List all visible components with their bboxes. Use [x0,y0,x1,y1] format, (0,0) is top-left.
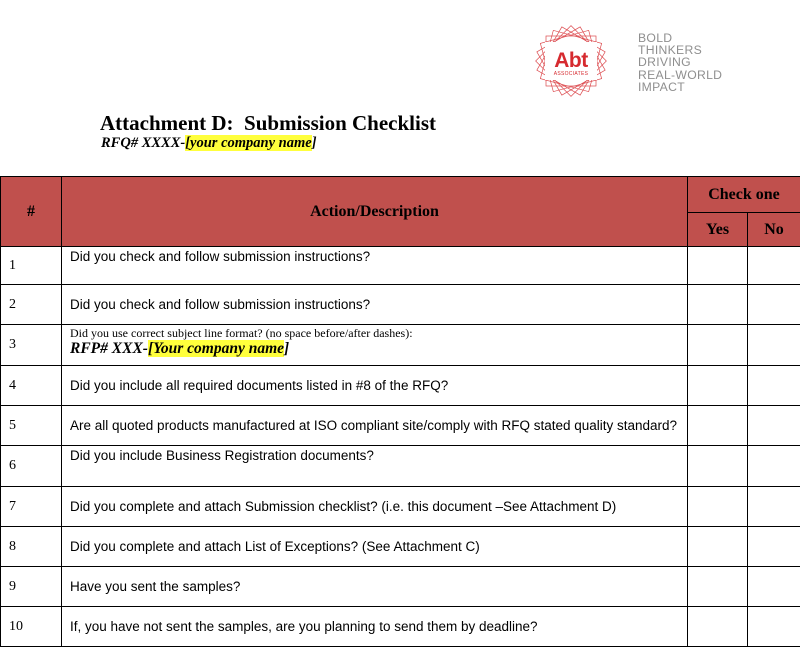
header-yes: Yes [688,213,748,247]
no-checkbox-cell[interactable] [748,567,800,607]
yes-checkbox-cell[interactable] [688,247,748,285]
table-row [1,527,800,567]
logo-wordmark: Abt [554,49,588,72]
row-number: 2 [1,285,62,325]
abt-logo [532,24,747,99]
table-row [1,366,800,406]
header-check-one: Check one [688,177,800,213]
row-number: 10 [1,607,62,647]
yes-checkbox-cell[interactable] [688,446,748,487]
no-checkbox-cell[interactable] [748,247,800,285]
yes-checkbox-cell[interactable] [688,285,748,325]
row-number: 6 [1,446,62,487]
rfp-suffix: ] [284,340,290,357]
yes-checkbox-cell[interactable] [688,567,748,607]
row-description: Did you include Business Registration documents? [62,446,688,487]
no-checkbox-cell[interactable] [748,607,800,647]
tagline-line: DRIVING [638,55,691,70]
page-subtitle [101,134,317,152]
table-row [1,247,800,285]
row-number: 9 [1,567,62,607]
no-checkbox-cell[interactable] [748,366,800,406]
page-title: Attachment D: Submission Checklist [100,111,437,135]
yes-checkbox-cell[interactable] [688,527,748,567]
tagline-line: THINKERS [638,43,703,58]
submission-checklist-table [0,176,800,647]
tagline-line: REAL-WORLD [638,67,723,82]
row-description: Did you complete and attach Submission checklist? (i.e. this document –See Attachment D) [62,487,688,527]
row-description: Have you sent the samples? [62,567,688,607]
company-name-placeholder: [your company name [185,135,312,151]
yes-checkbox-cell[interactable] [688,366,748,406]
row-number: 3 [1,325,62,366]
table-row [1,406,800,446]
subject-line-instruction: Did you use correct subject line format? (no space before/after dashes): [70,326,413,340]
rfp-prefix: RFP# XXX- [70,340,148,357]
table-row [1,487,800,527]
no-checkbox-cell[interactable] [748,487,800,527]
row-description: Did you include all required documents listed in #8 of the RFQ? [62,366,688,406]
header-number: # [1,177,62,247]
table-row [1,285,800,325]
no-checkbox-cell[interactable] [748,406,800,446]
table-row [1,607,800,647]
table-row [1,325,800,366]
row-description: Did you check and follow submission instructions? [62,247,688,285]
row-description [62,325,688,366]
subtitle-prefix: RFQ# XXXX- [101,135,186,151]
header-action-description: Action/Description [62,177,688,247]
no-checkbox-cell[interactable] [748,446,800,487]
row-description: If, you have not sent the samples, are you planning to send them by deadline? [62,607,688,647]
row-number: 1 [1,247,62,285]
row-number: 5 [1,406,62,446]
row-number: 4 [1,366,62,406]
no-checkbox-cell[interactable] [748,285,800,325]
logo-subtext: ASSOCIATES [553,71,589,77]
subject-line-format [70,340,681,358]
yes-checkbox-cell[interactable] [688,406,748,446]
row-number: 8 [1,527,62,567]
row-number: 7 [1,487,62,527]
table-row [1,446,800,487]
tagline-line: IMPACT [638,79,685,94]
yes-checkbox-cell[interactable] [688,325,748,366]
header-no: No [748,213,800,247]
row-description: Did you complete and attach List of Exceptions? (See Attachment C) [62,527,688,567]
table-row [1,567,800,607]
logo-tagline [638,32,722,93]
yes-checkbox-cell[interactable] [688,607,748,647]
no-checkbox-cell[interactable] [748,527,800,567]
row-description: Did you check and follow submission instructions? [62,285,688,325]
yes-checkbox-cell[interactable] [688,487,748,527]
no-checkbox-cell[interactable] [748,325,800,366]
row-description: Are all quoted products manufactured at ISO compliant site/comply with RFQ stated quality standard? [62,406,688,446]
tagline-line: BOLD [638,31,673,45]
subtitle-suffix: ] [311,135,317,151]
company-name-placeholder: [Your company name [147,340,285,357]
